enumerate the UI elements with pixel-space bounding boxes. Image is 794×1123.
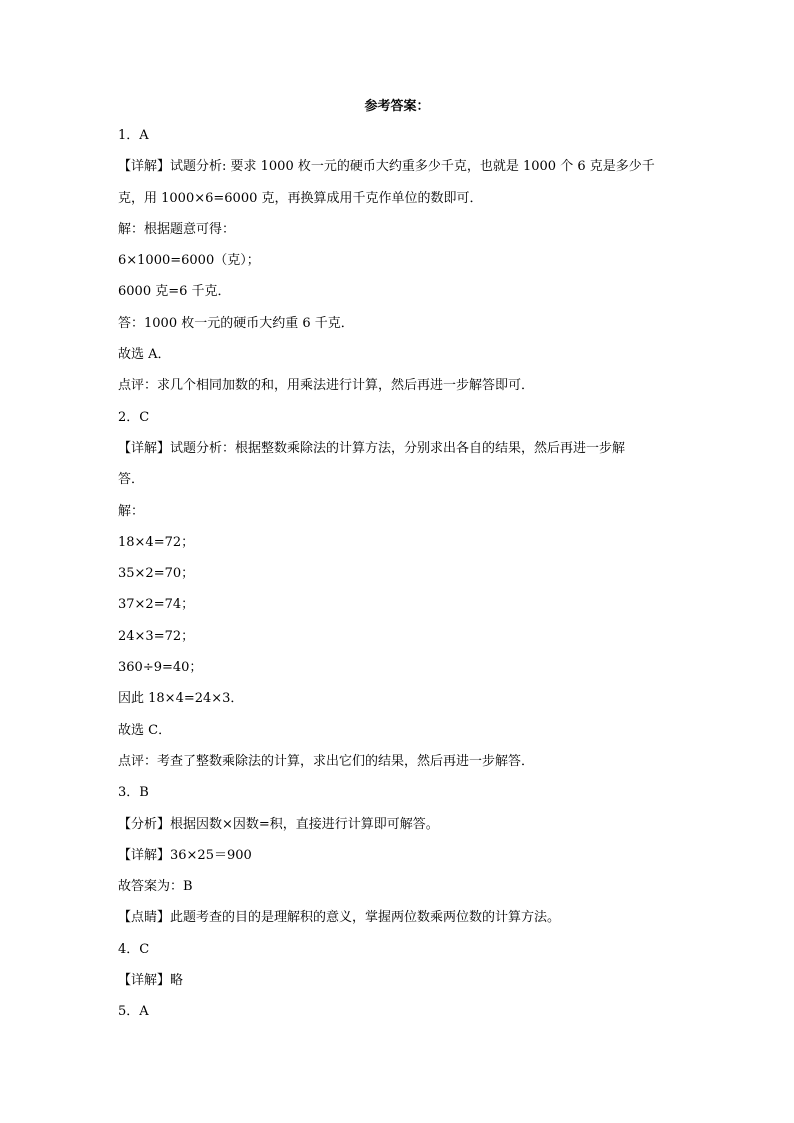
answer-2-conclusion: 因此 18×4=24×3．	[118, 691, 244, 707]
page-title: 参考答案：	[364, 99, 430, 114]
answer-3-label: 3．B	[118, 785, 149, 801]
answer-1-choice: 故选 A．	[118, 347, 171, 363]
answer-1-comment: 点评：求几个相同加数的和，用乘法进行计算，然后再进一步解答即可．	[118, 378, 535, 394]
answer-3-analysis: 【分析】根据因数×因数=积，直接进行计算即可解答。	[118, 816, 439, 832]
answer-2-label: 2．C	[118, 409, 150, 425]
answer-2-calc-1: 18×4=72；	[118, 534, 195, 550]
answer-1-step-2: 6000 克=6 千克．	[118, 284, 231, 300]
answer-5-label: 5．A	[118, 1004, 149, 1020]
answer-1-answer: 答：1000 枚一元的硬币大约重 6 千克．	[118, 315, 354, 331]
answer-1-detail-line-1: 【详解】试题分析: 要求 1000 枚一元的硬币大约重多少千克，也就是 1000 个 6 克是多少千	[118, 159, 655, 175]
answer-3-comment: 【点睛】此题考查的目的是理解积的意义，掌握两位数乘两位数的计算方法。	[118, 910, 561, 926]
answer-2-calc-2: 35×2=70；	[118, 566, 195, 582]
answer-4-label: 4．C	[118, 941, 150, 957]
answer-2-solution-intro: 解：	[118, 503, 145, 519]
answer-2-calc-4: 24×3=72；	[118, 628, 195, 644]
answer-2-detail-line-2: 答．	[118, 472, 145, 488]
answer-4-detail: 【详解】略	[118, 973, 184, 989]
answer-2-detail-line-1: 【详解】试题分析：根据整数乘除法的计算方法，分别求出各自的结果，然后再进一步解	[118, 440, 626, 456]
answer-3-choice: 故答案为：B	[118, 879, 193, 895]
answer-1-solution-intro: 解：根据题意可得：	[118, 221, 236, 237]
answer-2-comment: 点评：考查了整数乘除法的计算，求出它们的结果，然后再进一步解答．	[118, 753, 535, 769]
answer-content	[118, 120, 678, 1028]
answer-3-detail: 【详解】36×25＝900	[118, 847, 252, 863]
answer-1-step-1: 6×1000=6000（克）；	[118, 253, 260, 269]
answer-2-choice: 故选 C．	[118, 722, 172, 738]
answer-1-detail-line-2: 克，用 1000×6=6000 克，再换算成用千克作单位的数即可．	[118, 190, 483, 206]
answer-2-calc-5: 360÷9=40；	[118, 660, 203, 676]
answer-2-calc-3: 37×2=74；	[118, 597, 195, 613]
answer-1-label: 1．A	[118, 128, 149, 143]
